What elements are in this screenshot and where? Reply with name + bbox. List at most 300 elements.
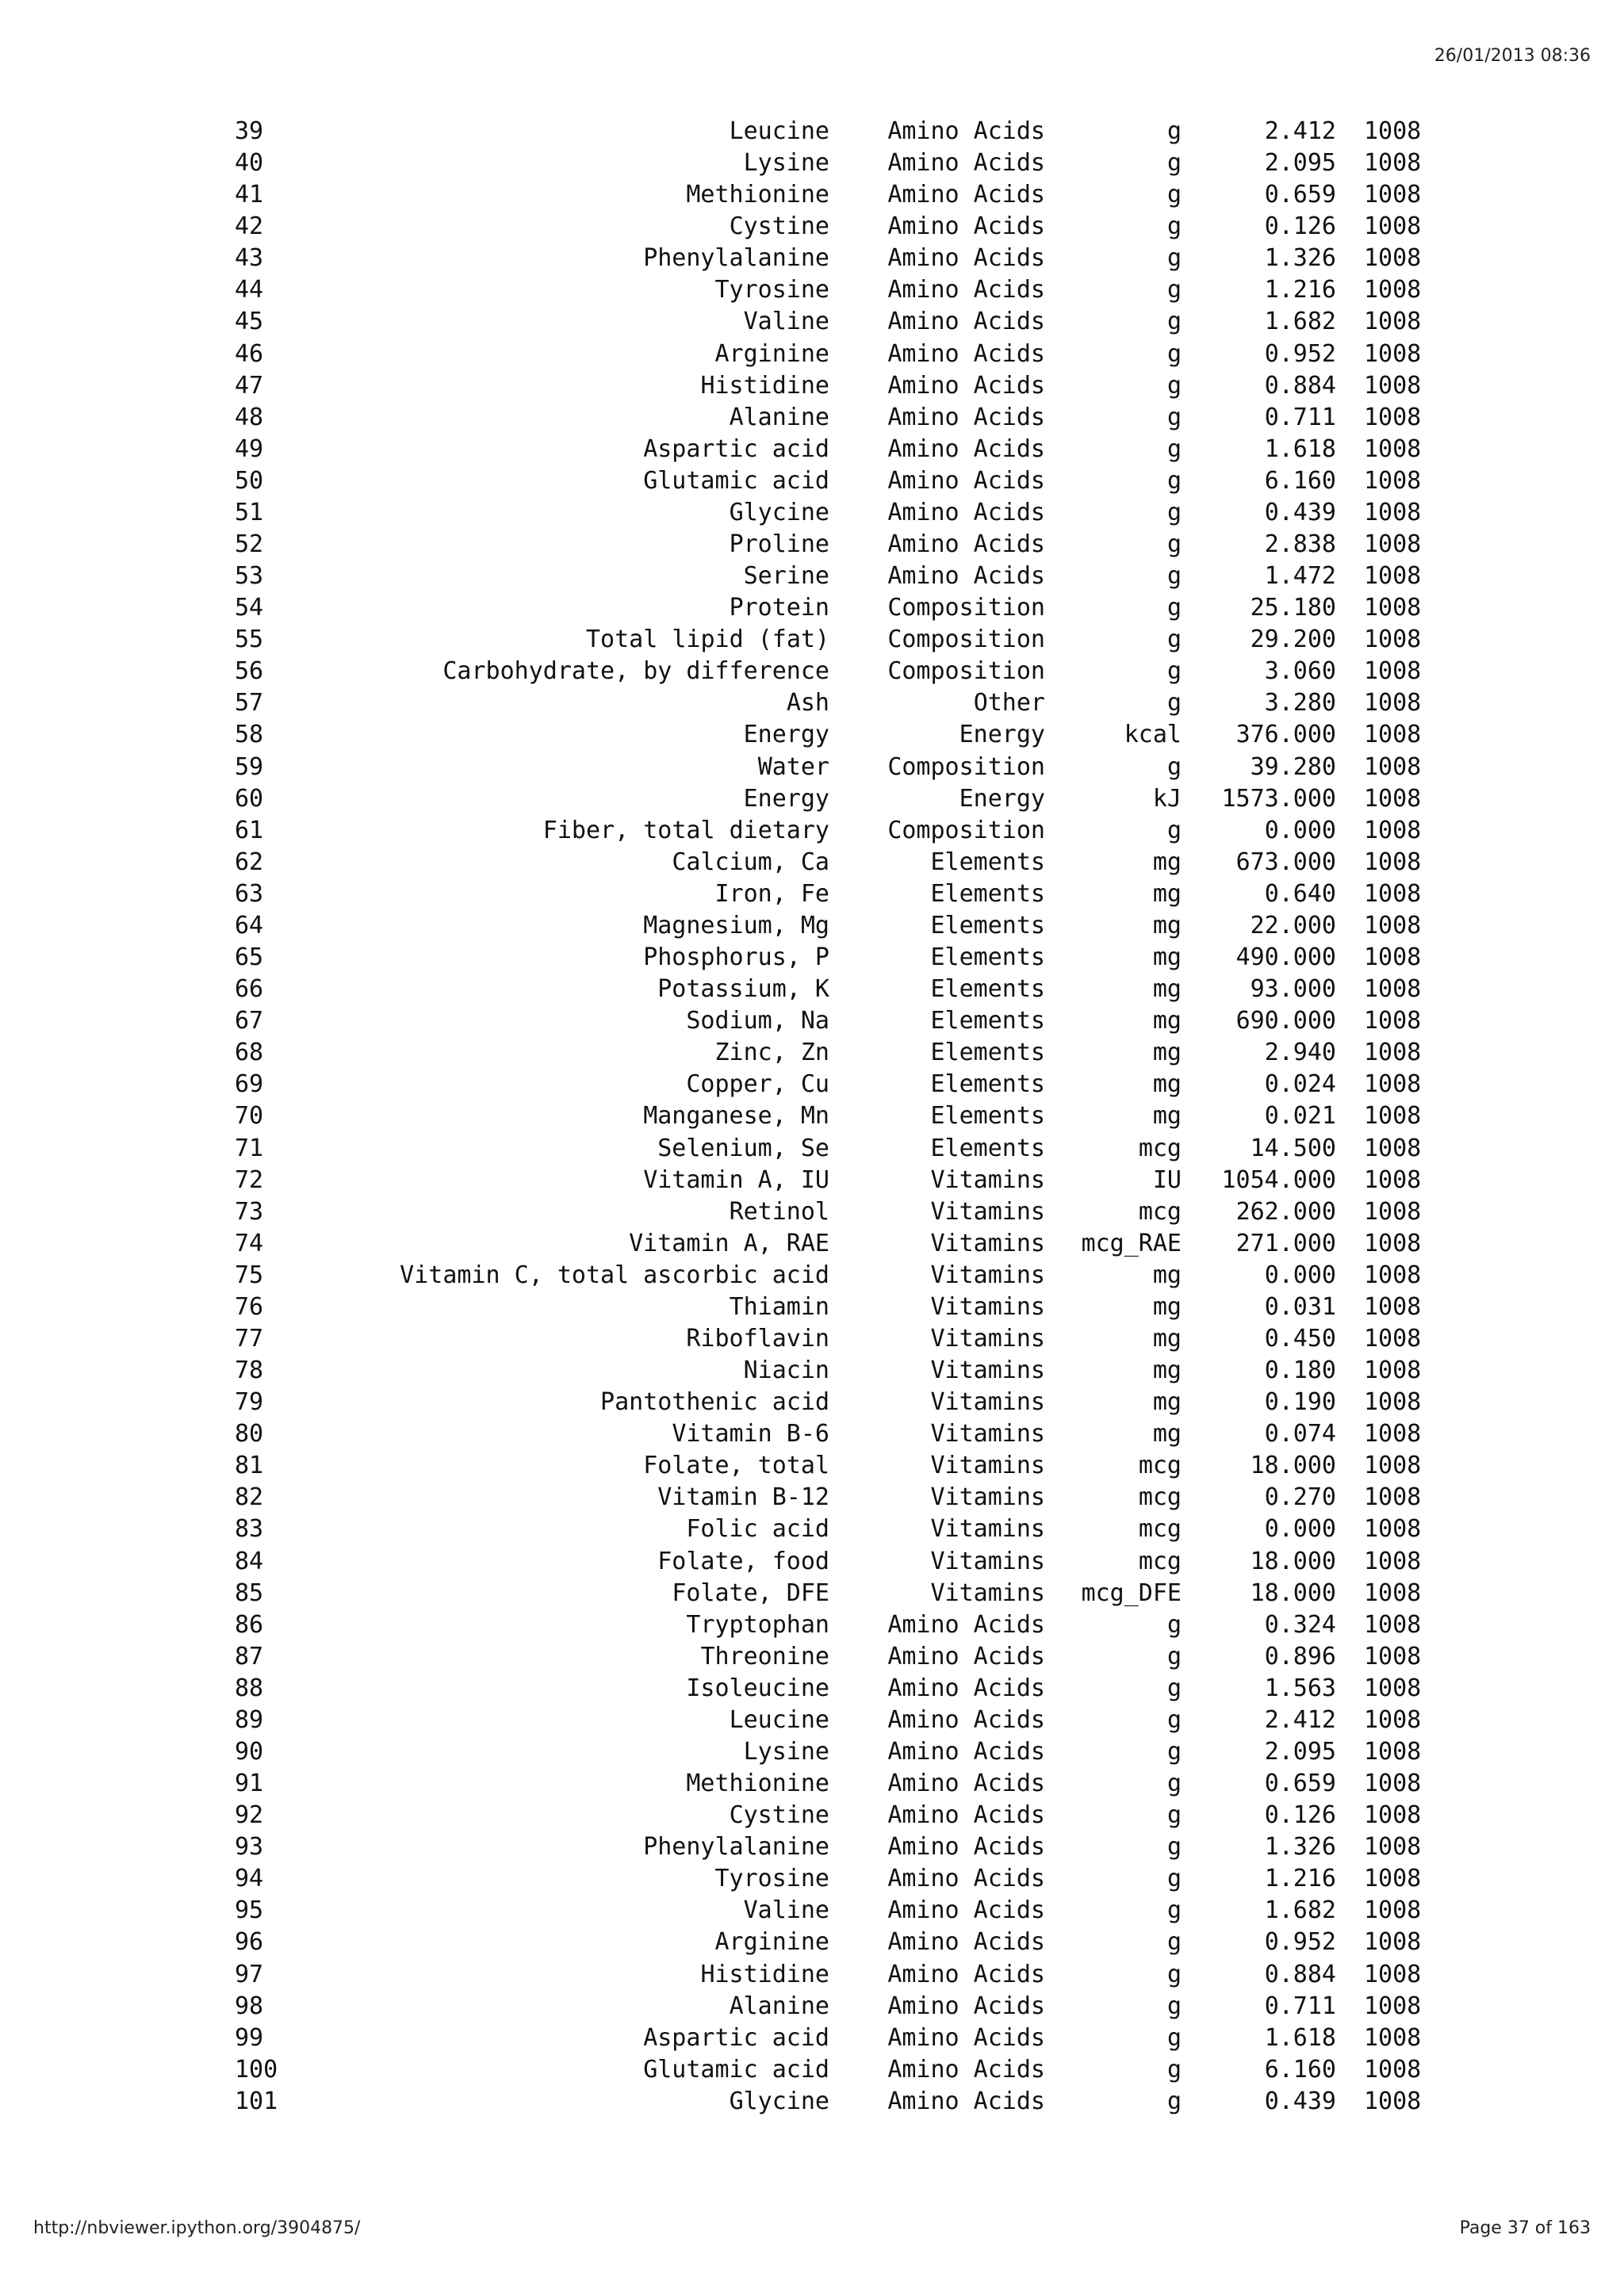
cell-value: 0.000 — [1264, 1515, 1336, 1544]
cell-food-code: 1008 — [1364, 1705, 1422, 1734]
cell-food-code: 1008 — [1364, 848, 1422, 876]
cell-unit: mg — [1152, 1420, 1182, 1448]
cell-unit: mg — [1152, 1039, 1182, 1067]
cell-nutrient-name: Vitamin A, RAE — [629, 1229, 829, 1257]
table-row — [0, 2054, 1624, 2086]
cell-row-index: 53 — [235, 562, 264, 591]
cell-unit: g — [1166, 1705, 1182, 1734]
cell-row-index: 82 — [235, 1483, 264, 1512]
cell-food-code: 1008 — [1364, 816, 1422, 844]
cell-nutrient-group: Elements — [930, 975, 1045, 1004]
cell-nutrient-group: Composition — [887, 594, 1045, 622]
cell-food-code: 1008 — [1364, 1770, 1422, 1798]
table-row — [0, 561, 1624, 592]
cell-nutrient-group: Amino Acids — [887, 434, 1045, 463]
cell-value: 14.500 — [1250, 1134, 1336, 1162]
cell-food-code: 1008 — [1364, 1992, 1422, 2020]
table-row — [0, 211, 1624, 243]
cell-row-index: 81 — [235, 1452, 264, 1480]
cell-row-index: 74 — [235, 1229, 264, 1257]
cell-food-code: 1008 — [1364, 1801, 1422, 1830]
page-timestamp: 26/01/2013 08:36 — [1434, 46, 1591, 66]
cell-row-index: 63 — [235, 879, 264, 908]
cell-food-code: 1008 — [1364, 498, 1422, 526]
cell-unit: mcg — [1138, 1483, 1182, 1512]
cell-food-code: 1008 — [1364, 181, 1422, 209]
cell-value: 0.000 — [1264, 816, 1336, 844]
cell-nutrient-name: Valine — [743, 308, 829, 336]
cell-unit: g — [1166, 434, 1182, 463]
cell-food-code: 1008 — [1364, 1102, 1422, 1131]
cell-food-code: 1008 — [1364, 1388, 1422, 1417]
cell-nutrient-group: Amino Acids — [887, 1610, 1045, 1639]
cell-food-code: 1008 — [1364, 371, 1422, 400]
cell-unit: mg — [1152, 1324, 1182, 1353]
cell-nutrient-group: Amino Acids — [887, 2023, 1045, 2052]
cell-row-index: 78 — [235, 1357, 264, 1385]
cell-nutrient-name: Water — [757, 752, 829, 781]
cell-nutrient-group: Amino Acids — [887, 371, 1045, 400]
table-row — [0, 1641, 1624, 1673]
cell-value: 0.190 — [1264, 1388, 1336, 1417]
cell-nutrient-group: Vitamins — [930, 1515, 1045, 1544]
cell-food-code: 1008 — [1364, 2023, 1422, 2052]
cell-nutrient-group: Vitamins — [930, 1324, 1045, 1353]
table-row — [0, 1546, 1624, 1578]
cell-value: 3.280 — [1264, 689, 1336, 718]
cell-food-code: 1008 — [1364, 308, 1422, 336]
cell-nutrient-group: Amino Acids — [887, 1642, 1045, 1670]
table-row — [0, 1673, 1624, 1705]
cell-nutrient-name: Methionine — [686, 1770, 829, 1798]
cell-row-index: 73 — [235, 1197, 264, 1226]
cell-value: 29.200 — [1250, 626, 1336, 654]
cell-nutrient-group: Amino Acids — [887, 212, 1045, 241]
cell-value: 0.711 — [1264, 403, 1336, 431]
cell-unit: g — [1166, 562, 1182, 591]
cell-row-index: 87 — [235, 1642, 264, 1670]
cell-value: 376.000 — [1235, 721, 1336, 749]
table-row — [0, 2022, 1624, 2054]
cell-nutrient-name: Alanine — [729, 403, 829, 431]
cell-nutrient-name: Fiber, total dietary — [542, 816, 829, 844]
cell-unit: g — [1166, 1610, 1182, 1639]
cell-food-code: 1008 — [1364, 1420, 1422, 1448]
cell-nutrient-group: Amino Acids — [887, 339, 1045, 368]
cell-row-index: 95 — [235, 1896, 264, 1925]
cell-unit: mcg — [1138, 1197, 1182, 1226]
cell-row-index: 70 — [235, 1102, 264, 1131]
cell-unit: g — [1166, 626, 1182, 654]
cell-row-index: 41 — [235, 181, 264, 209]
table-row — [0, 306, 1624, 338]
cell-nutrient-group: Elements — [930, 1102, 1045, 1131]
cell-unit: g — [1166, 276, 1182, 304]
cell-unit: g — [1166, 244, 1182, 273]
cell-row-index: 101 — [235, 2087, 278, 2115]
cell-nutrient-group: Amino Acids — [887, 1960, 1045, 1988]
cell-unit: g — [1166, 1896, 1182, 1925]
cell-row-index: 80 — [235, 1420, 264, 1448]
cell-value: 0.000 — [1264, 1261, 1336, 1289]
cell-nutrient-name: Leucine — [729, 117, 829, 145]
table-row — [0, 1513, 1624, 1545]
cell-value: 0.884 — [1264, 1960, 1336, 1988]
cell-food-code: 1008 — [1364, 1865, 1422, 1893]
cell-nutrient-group: Vitamins — [930, 1357, 1045, 1385]
cell-nutrient-group: Energy — [959, 721, 1045, 749]
cell-unit: g — [1166, 1801, 1182, 1830]
table-row — [0, 1355, 1624, 1387]
cell-value: 0.126 — [1264, 212, 1336, 241]
cell-row-index: 79 — [235, 1388, 264, 1417]
cell-nutrient-name: Iron, Fe — [714, 879, 829, 908]
cell-unit: g — [1166, 689, 1182, 718]
cell-unit: mg — [1152, 1070, 1182, 1099]
cell-nutrient-name: Copper, Cu — [686, 1070, 829, 1099]
cell-nutrient-name: Cystine — [729, 1801, 829, 1830]
cell-nutrient-group: Vitamins — [930, 1292, 1045, 1321]
cell-nutrient-group: Vitamins — [930, 1165, 1045, 1194]
cell-unit: g — [1166, 2023, 1182, 2052]
cell-nutrient-name: Carbohydrate, by difference — [442, 657, 829, 686]
table-row — [0, 1165, 1624, 1196]
cell-unit: g — [1166, 657, 1182, 686]
table-row — [0, 1005, 1624, 1037]
cell-value: 1.618 — [1264, 2023, 1336, 2052]
cell-value: 490.000 — [1235, 943, 1336, 972]
cell-nutrient-name: Glutamic acid — [643, 466, 829, 495]
cell-value: 1.472 — [1264, 562, 1336, 591]
cell-value: 0.659 — [1264, 181, 1336, 209]
cell-food-code: 1008 — [1364, 1737, 1422, 1766]
cell-food-code: 1008 — [1364, 1134, 1422, 1162]
cell-row-index: 46 — [235, 339, 264, 368]
cell-unit: g — [1166, 498, 1182, 526]
cell-unit: g — [1166, 466, 1182, 495]
cell-nutrient-name: Serine — [743, 562, 829, 591]
cell-nutrient-name: Cystine — [729, 212, 829, 241]
cell-nutrient-name: Niacin — [743, 1357, 829, 1385]
cell-nutrient-name: Energy — [743, 721, 829, 749]
cell-value: 0.439 — [1264, 2087, 1336, 2115]
cell-nutrient-group: Amino Acids — [887, 1833, 1045, 1862]
cell-nutrient-name: Threonine — [700, 1642, 829, 1670]
cell-nutrient-group: Other — [973, 689, 1045, 718]
table-row — [0, 529, 1624, 561]
cell-unit: g — [1166, 1833, 1182, 1862]
cell-row-index: 40 — [235, 149, 264, 178]
cell-unit: g — [1166, 339, 1182, 368]
cell-nutrient-group: Amino Acids — [887, 1674, 1045, 1702]
cell-value: 3.060 — [1264, 657, 1336, 686]
cell-value: 1.618 — [1264, 434, 1336, 463]
cell-row-index: 50 — [235, 466, 264, 495]
page-number: Page 37 of 163 — [1459, 2218, 1591, 2238]
cell-value: 262.000 — [1235, 1197, 1336, 1226]
cell-nutrient-name: Lysine — [743, 1737, 829, 1766]
cell-unit: g — [1166, 308, 1182, 336]
table-row — [0, 1133, 1624, 1165]
cell-unit: mg — [1152, 1388, 1182, 1417]
cell-unit: g — [1166, 1770, 1182, 1798]
table-row — [0, 1482, 1624, 1513]
cell-value: 0.952 — [1264, 339, 1336, 368]
cell-nutrient-name: Glycine — [729, 498, 829, 526]
table-row — [0, 1450, 1624, 1482]
cell-nutrient-group: Energy — [959, 784, 1045, 813]
cell-nutrient-name: Energy — [743, 784, 829, 813]
cell-unit: mcg_RAE — [1081, 1229, 1182, 1257]
cell-nutrient-group: Vitamins — [930, 1483, 1045, 1512]
cell-nutrient-name: Folate, total — [643, 1452, 829, 1480]
cell-row-index: 44 — [235, 276, 264, 304]
table-row — [0, 1100, 1624, 1132]
cell-value: 0.896 — [1264, 1642, 1336, 1670]
cell-unit: mg — [1152, 1007, 1182, 1035]
cell-nutrient-group: Vitamins — [930, 1261, 1045, 1289]
table-row — [0, 179, 1624, 211]
cell-nutrient-group: Amino Acids — [887, 308, 1045, 336]
cell-nutrient-name: Leucine — [729, 1705, 829, 1734]
cell-nutrient-group: Vitamins — [930, 1452, 1045, 1480]
cell-row-index: 100 — [235, 2055, 278, 2084]
cell-row-index: 98 — [235, 1992, 264, 2020]
cell-nutrient-name: Phosphorus, P — [643, 943, 829, 972]
table-row — [0, 1736, 1624, 1768]
cell-food-code: 1008 — [1364, 1483, 1422, 1512]
cell-nutrient-group: Amino Acids — [887, 244, 1045, 273]
table-row — [0, 752, 1624, 783]
cell-nutrient-group: Elements — [930, 911, 1045, 939]
cell-row-index: 77 — [235, 1324, 264, 1353]
cell-value: 1.682 — [1264, 1896, 1336, 1925]
cell-unit: IU — [1152, 1165, 1182, 1194]
cell-nutrient-name: Protein — [729, 594, 829, 622]
cell-value: 6.160 — [1264, 466, 1336, 495]
cell-unit: g — [1166, 117, 1182, 145]
cell-nutrient-name: Glutamic acid — [643, 2055, 829, 2084]
cell-row-index: 90 — [235, 1737, 264, 1766]
cell-nutrient-name: Vitamin C, total ascorbic acid — [400, 1261, 829, 1289]
table-row — [0, 402, 1624, 434]
table-row — [0, 942, 1624, 974]
cell-food-code: 1008 — [1364, 1578, 1422, 1607]
cell-value: 0.450 — [1264, 1324, 1336, 1353]
cell-value: 2.412 — [1264, 1705, 1336, 1734]
table-row — [0, 910, 1624, 942]
cell-nutrient-group: Amino Acids — [887, 530, 1045, 559]
cell-unit: mg — [1152, 943, 1182, 972]
cell-food-code: 1008 — [1364, 1292, 1422, 1321]
cell-nutrient-group: Amino Acids — [887, 2055, 1045, 2084]
cell-row-index: 51 — [235, 498, 264, 526]
cell-nutrient-name: Phenylalanine — [643, 244, 829, 273]
cell-nutrient-name: Magnesium, Mg — [643, 911, 829, 939]
cell-unit: mcg — [1138, 1134, 1182, 1162]
nutrient-table — [0, 116, 1624, 2118]
cell-food-code: 1008 — [1364, 1039, 1422, 1067]
cell-nutrient-name: Riboflavin — [686, 1324, 829, 1353]
table-row — [0, 1418, 1624, 1450]
cell-nutrient-name: Folate, food — [657, 1547, 829, 1575]
cell-nutrient-name: Tyrosine — [714, 276, 829, 304]
cell-value: 1573.000 — [1221, 784, 1336, 813]
cell-value: 1.563 — [1264, 1674, 1336, 1702]
cell-food-code: 1008 — [1364, 244, 1422, 273]
cell-nutrient-name: Sodium, Na — [686, 1007, 829, 1035]
cell-value: 0.270 — [1264, 1483, 1336, 1512]
table-row — [0, 497, 1624, 529]
cell-nutrient-name: Histidine — [700, 371, 829, 400]
cell-value: 0.031 — [1264, 1292, 1336, 1321]
cell-nutrient-group: Amino Acids — [887, 562, 1045, 591]
cell-nutrient-group: Amino Acids — [887, 1992, 1045, 2020]
cell-nutrient-name: Vitamin A, IU — [643, 1165, 829, 1194]
cell-unit: g — [1166, 181, 1182, 209]
cell-food-code: 1008 — [1364, 752, 1422, 781]
cell-value: 18.000 — [1250, 1578, 1336, 1607]
cell-unit: g — [1166, 149, 1182, 178]
cell-food-code: 1008 — [1364, 689, 1422, 718]
table-row — [0, 147, 1624, 179]
cell-food-code: 1008 — [1364, 784, 1422, 813]
cell-unit: kcal — [1124, 721, 1182, 749]
cell-nutrient-name: Zinc, Zn — [714, 1039, 829, 1067]
table-row — [0, 1069, 1624, 1100]
table-row — [0, 719, 1624, 751]
cell-nutrient-name: Histidine — [700, 1960, 829, 1988]
cell-row-index: 89 — [235, 1705, 264, 1734]
table-row — [0, 116, 1624, 147]
cell-unit: g — [1166, 1928, 1182, 1957]
cell-unit: g — [1166, 530, 1182, 559]
cell-row-index: 45 — [235, 308, 264, 336]
cell-unit: mg — [1152, 1292, 1182, 1321]
table-row — [0, 815, 1624, 847]
cell-nutrient-name: Selenium, Se — [657, 1134, 829, 1162]
table-row — [0, 687, 1624, 719]
cell-food-code: 1008 — [1364, 1007, 1422, 1035]
cell-nutrient-group: Elements — [930, 1039, 1045, 1067]
table-row — [0, 592, 1624, 624]
table-row — [0, 2086, 1624, 2118]
cell-nutrient-group: Composition — [887, 816, 1045, 844]
cell-value: 1054.000 — [1221, 1165, 1336, 1194]
cell-row-index: 57 — [235, 689, 264, 718]
cell-row-index: 97 — [235, 1960, 264, 1988]
cell-value: 18.000 — [1250, 1547, 1336, 1575]
cell-food-code: 1008 — [1364, 1960, 1422, 1988]
cell-unit: mg — [1152, 1261, 1182, 1289]
cell-food-code: 1008 — [1364, 1896, 1422, 1925]
cell-row-index: 42 — [235, 212, 264, 241]
cell-nutrient-name: Thiamin — [729, 1292, 829, 1321]
cell-row-index: 75 — [235, 1261, 264, 1289]
cell-nutrient-group: Composition — [887, 752, 1045, 781]
cell-value: 39.280 — [1250, 752, 1336, 781]
cell-food-code: 1008 — [1364, 403, 1422, 431]
cell-food-code: 1008 — [1364, 879, 1422, 908]
cell-nutrient-name: Arginine — [714, 339, 829, 368]
cell-nutrient-group: Amino Acids — [887, 498, 1045, 526]
table-row — [0, 1578, 1624, 1609]
cell-food-code: 1008 — [1364, 276, 1422, 304]
cell-nutrient-group: Amino Acids — [887, 149, 1045, 178]
cell-value: 2.940 — [1264, 1039, 1336, 1067]
table-row — [0, 465, 1624, 497]
cell-nutrient-name: Folic acid — [686, 1515, 829, 1544]
cell-nutrient-group: Amino Acids — [887, 1770, 1045, 1798]
table-row — [0, 1991, 1624, 2022]
cell-value: 1.216 — [1264, 276, 1336, 304]
cell-row-index: 47 — [235, 371, 264, 400]
cell-nutrient-group: Amino Acids — [887, 117, 1045, 145]
cell-nutrient-name: Alanine — [729, 1992, 829, 2020]
cell-unit: mg — [1152, 879, 1182, 908]
table-row — [0, 1831, 1624, 1863]
cell-unit: g — [1166, 1737, 1182, 1766]
table-row — [0, 1196, 1624, 1228]
cell-food-code: 1008 — [1364, 657, 1422, 686]
cell-nutrient-group: Amino Acids — [887, 1928, 1045, 1957]
cell-nutrient-group: Vitamins — [930, 1420, 1045, 1448]
cell-value: 0.021 — [1264, 1102, 1336, 1131]
cell-row-index: 52 — [235, 530, 264, 559]
table-row — [0, 370, 1624, 402]
cell-food-code: 1008 — [1364, 1547, 1422, 1575]
cell-unit: kJ — [1152, 784, 1182, 813]
cell-unit: g — [1166, 2087, 1182, 2115]
cell-value: 0.640 — [1264, 879, 1336, 908]
cell-value: 2.095 — [1264, 1737, 1336, 1766]
cell-unit: mg — [1152, 911, 1182, 939]
cell-food-code: 1008 — [1364, 434, 1422, 463]
cell-value: 0.180 — [1264, 1357, 1336, 1385]
table-row — [0, 1228, 1624, 1260]
cell-nutrient-group: Amino Acids — [887, 1801, 1045, 1830]
cell-food-code: 1008 — [1364, 943, 1422, 972]
page-url[interactable]: http://nbviewer.ipython.org/3904875/ — [33, 2218, 361, 2238]
cell-nutrient-name: Vitamin B-12 — [657, 1483, 829, 1512]
cell-value: 673.000 — [1235, 848, 1336, 876]
cell-nutrient-name: Pantothenic acid — [600, 1388, 829, 1417]
cell-row-index: 49 — [235, 434, 264, 463]
cell-nutrient-group: Elements — [930, 1134, 1045, 1162]
cell-food-code: 1008 — [1364, 1261, 1422, 1289]
cell-value: 1.682 — [1264, 308, 1336, 336]
cell-unit: g — [1166, 371, 1182, 400]
table-row — [0, 847, 1624, 878]
cell-food-code: 1008 — [1364, 1642, 1422, 1670]
cell-row-index: 91 — [235, 1770, 264, 1798]
cell-value: 0.024 — [1264, 1070, 1336, 1099]
cell-nutrient-group: Composition — [887, 626, 1045, 654]
cell-nutrient-name: Lysine — [743, 149, 829, 178]
cell-row-index: 54 — [235, 594, 264, 622]
cell-row-index: 84 — [235, 1547, 264, 1575]
cell-row-index: 67 — [235, 1007, 264, 1035]
cell-unit: g — [1166, 752, 1182, 781]
cell-nutrient-group: Amino Acids — [887, 1705, 1045, 1734]
cell-unit: mg — [1152, 975, 1182, 1004]
cell-value: 2.838 — [1264, 530, 1336, 559]
table-row — [0, 1800, 1624, 1831]
cell-value: 2.095 — [1264, 149, 1336, 178]
cell-value: 0.324 — [1264, 1610, 1336, 1639]
cell-row-index: 64 — [235, 911, 264, 939]
cell-row-index: 55 — [235, 626, 264, 654]
